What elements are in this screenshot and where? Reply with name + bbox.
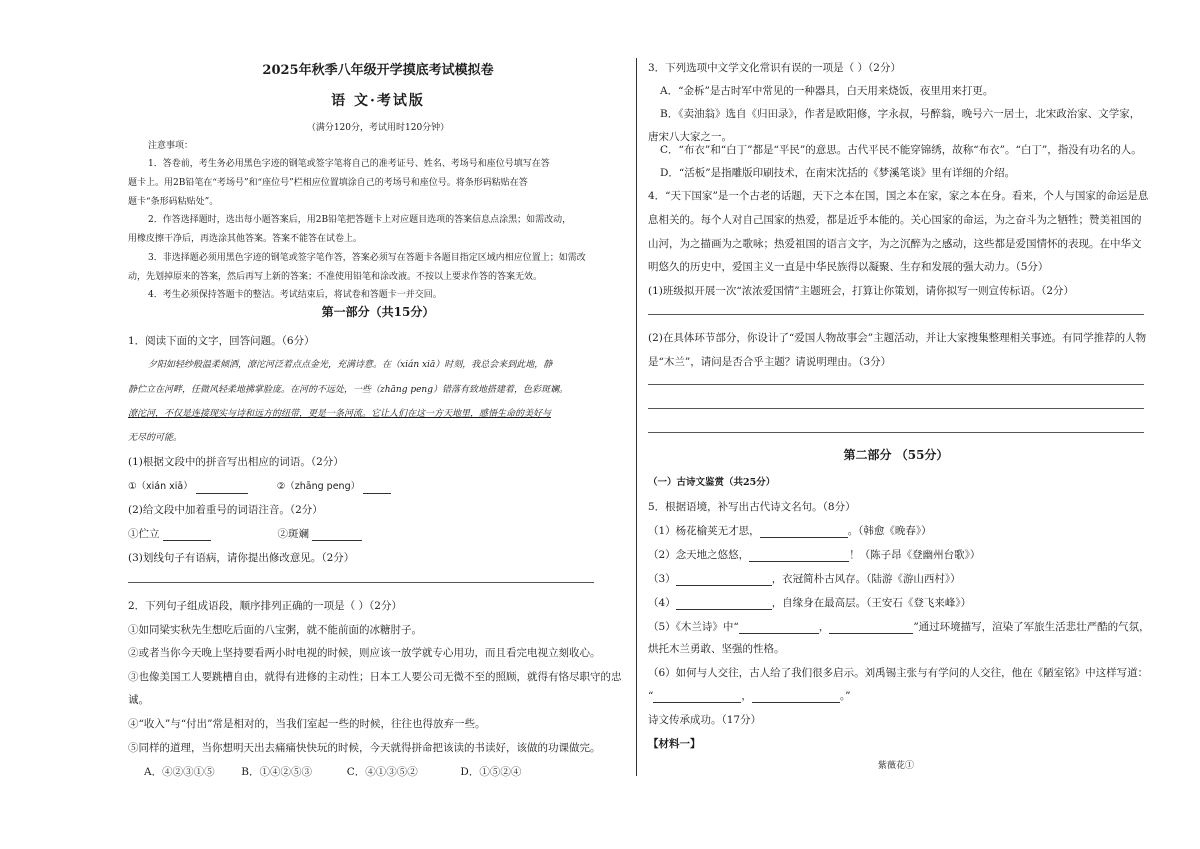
q1-passage-line: 静伫立在河畔，任微风轻柔地拂掌脸庞。在河的不远处，一些（zhāng peng）错落有致地搭建着，色彩斑斓。 [128,385,568,395]
q5-6-comma: ， [741,690,752,702]
notice-line: 用橡皮擦干净后，再选涂其他答案。答案不能答在试卷上。 [128,234,363,244]
q5-item-5 [648,620,1150,634]
notice-heading: 注意事项： [148,141,194,151]
q4-sub2-cont: 是“木兰”，请问是否合乎主题？请说明理由。（3分） [648,356,892,368]
answer-blank[interactable] [363,482,391,494]
q1-sub2-b-label: ②斑斓 [277,528,310,540]
answer-blank[interactable] [163,529,211,541]
q5-item-3 [648,572,1144,586]
column-divider [636,58,637,776]
answer-blank[interactable] [653,691,741,703]
q5-stem: 5．根据语境，补写出古代诗文名句。（8分） [648,501,856,513]
q5-6-open: “ [648,690,654,702]
q4-line: 息相关的。每个人对自己国家的热爱，都是近乎本能的。关心国家的命运，为之奋斗为之牺牲；赞美祖国的 [648,214,1142,226]
q2-option-b[interactable]: B．①④②⑤③ [241,766,312,778]
answer-blank[interactable] [676,598,772,610]
q2-option-d[interactable]: D．①⑤②④ [460,766,522,778]
q5-4-source: ，自缘身在最高层。（王安石《登飞来峰》） [771,597,972,609]
q1-sub2-a-label: ①伫立 [128,528,160,540]
answer-line[interactable] [648,314,1144,315]
q3-stem: 3．下列选项中文学文化常识有误的一项是（ ）（2分） [648,62,901,74]
q1-sub2-answers [128,527,628,541]
q4-line: 山河，为之描画为之歌咏；热爱祖国的语言文字，为之沉醉为之感动，这些都是爱国情怀的表现。在中华文 [648,238,1142,250]
q1-sub3: (3)划线句子有语病，请你提出修改意见。（2分） [128,552,355,564]
exam-subtitle: 语 文·考试版 [331,93,425,109]
q2-options [144,765,628,779]
q5-4-text: （4） [648,597,676,609]
q1-sub2: (2)给文段中加着重号的词语注音。（2分） [128,504,323,516]
answer-blank[interactable] [829,622,913,634]
q5-2-text: （2）念天地之悠悠， [648,549,750,561]
q5-item-1 [648,524,1144,538]
q1-passage-line: 无尽的可能。 [128,433,183,443]
q5-item-4 [648,596,1144,610]
q1-sub1-a-label: ①（xián xiā） [128,481,193,492]
q5-5-text: （5）《木兰诗》中“ [648,621,739,633]
section1-title: （一）古诗文鉴赏（共25分） [648,477,776,488]
q3-option-a[interactable]: A．“金柝”是古时军中常见的一种器具，白天用来烧饭，夜里用来打更。 [660,85,994,97]
q5-3-source: ，衣冠简朴古风存。（陆游《游山西村》） [771,573,961,585]
notice-line: 4．考生必须保持答题卡的整洁。考试结束后，将试卷和答题卡一并交回。 [148,290,442,300]
q3-option-c[interactable]: C．“布衣”和“白丁”都是“平民”的意思。古代平民不能穿锦绣，故称“布衣”。“白丁”，指没有功名的人。 [660,144,1142,156]
notice-line: 动，先划掉原来的答案，然后再写上新的答案；不准使用铅笔和涂改液。不按以上要求作答的答案无效。 [128,272,543,282]
q5-item-5-cont: 烘托木兰勇敢、坚强的性格。 [648,643,785,655]
exam-title: 2025年秋季八年级开学摸底考试模拟卷 [262,63,494,78]
q1-stem: 1．阅读下面的文字，回答问题。（6分） [128,335,315,347]
notice-line: 题卡上。用2B铅笔在“考场号”和“座位号”栏相应位置填涂自己的考场号和座位号。将条形码粘贴在答 [128,178,528,188]
notice-line: 3．非选择题必须用黑色字迹的钢笔或签字笔作答，答案必须写在答题卡各题目指定区域内相应位置上；如需改 [148,253,586,263]
answer-blank[interactable] [749,550,849,562]
q1-sub1: (1)根据文段中的拼音写出相应的词语。（2分） [128,456,344,468]
part1-title: 第一部分（共15分） [321,305,435,319]
q5-item-6-answers [648,689,1144,703]
q5-item-6: （6）如何与人交往，古人给了我们很多启示。刘禹锡主张与有学问的人交往，他在《陋室铭》中这样写道： [648,667,1149,679]
q5-item-2 [648,548,1144,562]
q3-option-b-cont: 唐宋八大家之一。 [648,131,732,143]
q2-option-a[interactable]: A．④②③①⑤ [144,766,215,778]
q2-item: 诚。 [128,694,149,706]
q5-5-comma: ， [818,621,830,633]
q1-sub1-b-label: ②（zhāng peng） [276,481,361,492]
answer-blank[interactable] [676,574,772,586]
answer-line[interactable] [648,384,1144,385]
q5-3-text: （3） [648,573,676,585]
q4-sub2: (2)在具体环节部分，你设计了“爱国人物故事会”主题活动，并让大家搜集整理相关事迹。有同学推荐的人物 [648,332,1147,344]
q5-6-close: 。” [839,690,851,702]
q6-stem: 诗文传承成功。（17分） [648,714,762,726]
answer-blank[interactable] [196,482,248,494]
q2-item: ④“收入”与“付出”常是相对的，当我们室起一些的时候，往往也得放弃一些。 [128,718,486,730]
answer-blank[interactable] [760,526,848,538]
q1-passage-line: 潦沱河，不仅是连接现实与诗和远方的纽带，更是一条河流。它让人们在这一方天地里，感悟生命的美好与 [128,409,552,419]
poem-title: 紫薇花① [877,761,914,771]
q2-option-c[interactable]: C．④①③⑤② [346,766,418,778]
q2-item: ②或者当你今天晚上坚持要看两小时电视的时候，则应该一放学就专心用功，而且看完电视立刻收心。 [128,647,601,659]
exam-note: （满分120分，考试用时120分钟） [306,123,450,133]
q5-1-text: （1）杨花榆荚无才思， [648,525,760,537]
q2-item: ⑤同样的道理，当你想明天出去痛痛快快玩的时候，今天就得拼命把该读的书读好，该做的功课做完。 [128,742,601,754]
answer-blank[interactable] [752,691,840,703]
notice-line: 题卡“条形码粘贴处”。 [128,197,219,207]
part2-title: 第二部分 （55分） [843,448,949,462]
q5-2-source: ！（陈子昂《登幽州台歌》） [849,549,981,561]
q4-sub1: (1)班级拟开展一次“浓浓爱国情”主题班会，打算让你策划，请你拟写一则宣传标语。（2分） [648,285,1075,297]
q1-sub1-answers [128,479,628,494]
q2-item: ①如同梁实秋先生想吃后面的八宝粥，就不能前面的冰糖肘子。 [128,624,422,636]
answer-line[interactable] [128,582,594,583]
answer-line[interactable] [648,432,1144,433]
notice-line: 1．答卷前，考生务必用黑色字迹的钢笔或签字笔将自己的准考证号、姓名、考场号和座位号填写在答 [148,159,550,169]
q2-stem: 2．下列句子组成语段，顺序排列正确的一项是（ ）（2分） [128,600,402,612]
q4-line: 4．“天下国家”是一个古老的话题，天下之本在国，国之本在家，家之本在身。看来，个人与国家的命运是息 [648,190,1149,202]
q2-item: ③也像美国工人要跳槽自由，就得有进修的主动性；日本工人要公司无微不至的照顾，就得有恪尽职守的忠 [128,671,622,683]
q5-1-source: 。（韩愈《晚春》） [847,525,932,537]
answer-line[interactable] [648,408,1144,409]
material-label: 【材料一】 [648,738,701,750]
answer-blank[interactable] [739,622,819,634]
q1-passage-line: 夕阳如轻纱般温柔倾洒，潦沱河泛着点点金光，充满诗意。在（xián xiā）时刻，我总会来到此地，静 [148,360,553,370]
q3-option-b[interactable]: B．《卖油翁》选自《归田录》，作者是欧阳修，字永叔，号醉翁，晚号六一居士，北宋政治家、文学家， [660,108,1141,120]
q5-5-rest: ”通过环境描写，渲染了军旅生活悲壮严酷的气氛， [913,621,1150,633]
notice-line: 2．作答选择题时，选出每小题答案后，用2B铅笔把答题卡上对应题目选项的答案信息点涂黑；如需改动， [148,215,572,225]
q4-line: 明悠久的历史中，爱国主义一直是中华民族得以凝聚、生存和发展的强大动力。（5分） [648,261,1049,273]
q3-option-d[interactable]: D．“活板”是指雕版印刷技术，在南宋沈括的《梦溪笔谈》里有详细的介绍。 [660,167,1016,179]
answer-blank[interactable] [312,529,362,541]
